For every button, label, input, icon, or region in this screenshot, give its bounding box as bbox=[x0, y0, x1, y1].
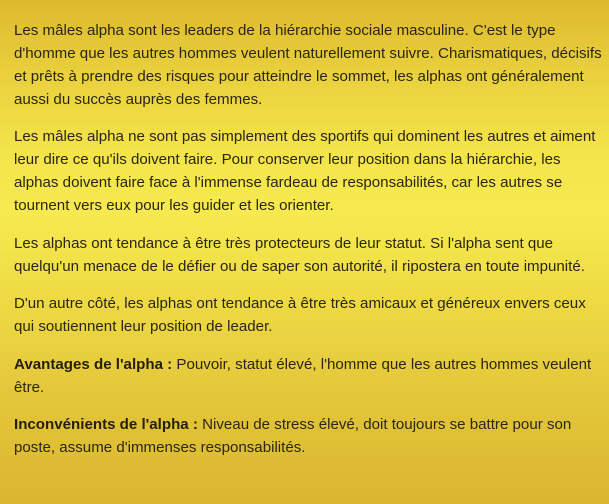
paragraph-disadvantages bbox=[14, 413, 603, 459]
paragraph-alpha-responsibilities: Les mâles alpha ne sont pas simplement des sportifs qui dominent les autres et aiment leur dire ce qu'ils doivent faire. Pour conserver leur position dans la hiérarchie, les alphas doivent faire face à l'immense fardeau de responsabilités, car les autres se tournent vers eux pour les guider et les orienter. bbox=[14, 128, 596, 214]
advantages-label: Avantages de l'alpha : bbox=[14, 356, 173, 373]
paragraph-alpha-generous: D'un autre côté, les alphas ont tendance à être très amicaux et généreux envers ceux qui soutiennent leur position de leader. bbox=[14, 295, 586, 335]
disadvantages-text: Niveau de stress élevé, doit toujours se battre pour son poste, assume d'immenses responsabilités. bbox=[14, 416, 572, 456]
advantages-text: Pouvoir, statut élevé, l'homme que les autres hommes veulent être. bbox=[14, 356, 592, 396]
paragraph-alpha-definition: Les mâles alpha sont les leaders de la hiérarchie sociale masculine. C'est le type d'homme que les autres hommes veulent naturellement suivre. Charismatiques, décisifs et prêts à prendre des risques pour atteindre le sommet, les alphas ont généralement aussi du succès auprès des femmes. bbox=[14, 22, 602, 108]
paragraph-alpha-protective: Les alphas ont tendance à être très protecteurs de leur statut. Si l'alpha sent que quelqu'un menace de le défier ou de saper son autorité, il ripostera en toute impunité. bbox=[14, 235, 585, 275]
disadvantages-label: Inconvénients de l'alpha : bbox=[14, 416, 198, 433]
paragraph-advantages bbox=[14, 353, 603, 399]
